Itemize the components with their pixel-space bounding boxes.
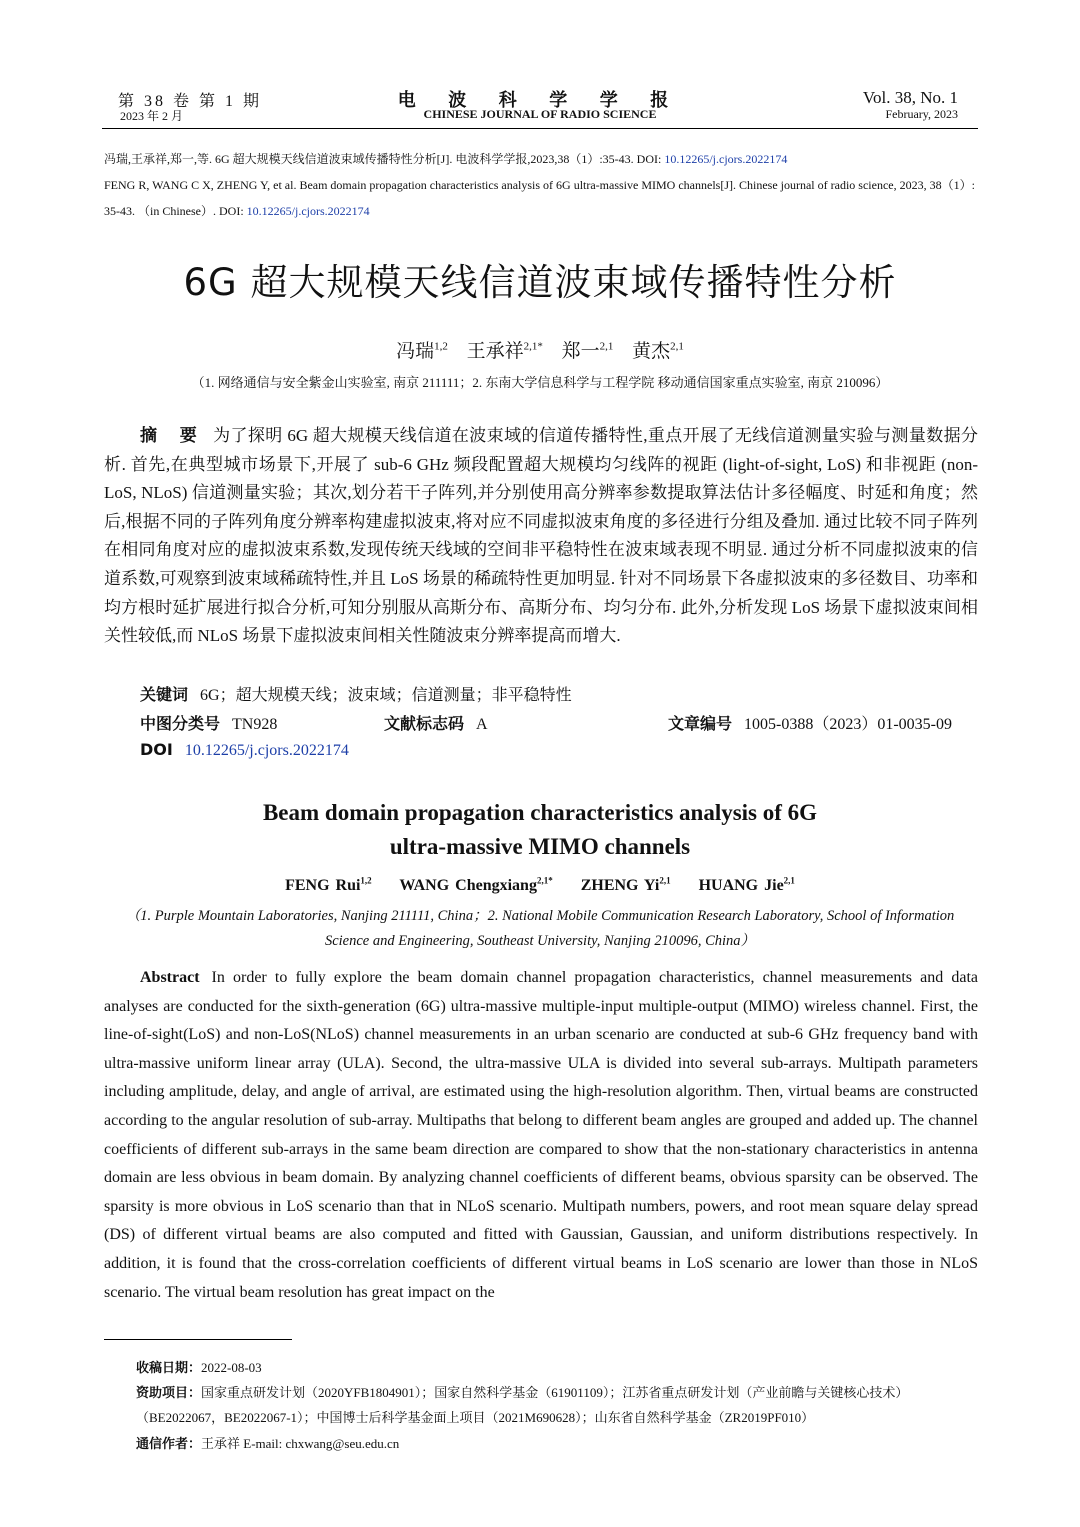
paper-title-cn: 6G 超大规模天线信道波束域传播特性分析	[183, 261, 897, 304]
citation-en-doi-link[interactable]: 10.12265/j.cjors.2022174	[246, 204, 370, 218]
affiliation-en: （1. Purple Mountain Laboratories, Nanjing 211111, China；2. National Mobile Communication Research Laboratory, School of Information Science and Engineering, Southeast University, Nanjing 210096, China）	[125, 908, 955, 949]
paper-title-en	[160, 796, 920, 864]
funding-value: 国家重点研发计划（2020YFB1804901）；国家自然科学基金（61901109）；江苏省重点研发计划（产业前瞻与关键核心技术）（BE2022067，BE2022067-1）；中国博士后科学基金面上项目（2021M690628）；山东省自然科学基金（ZR2019PF010）	[136, 1385, 909, 1425]
paper-title-en-line2: ultra-massive MIMO channels	[389, 834, 691, 859]
author-en: WANG Chengxiang$^{2,1*}$	[399, 876, 553, 895]
corresponding-value: 王承祥 E-mail: chxwang@seu.edu.cn	[201, 1436, 400, 1451]
classification-row	[140, 711, 980, 734]
header-volume-cn: 第 38 卷 第 1 期	[118, 93, 263, 110]
author-en: HUANG Jie$^{2,1}$	[698, 876, 795, 895]
clc-label: 中图分类号	[140, 714, 221, 733]
received-value: 2022-08-03	[201, 1360, 262, 1375]
header-journal-en: CHINESE JOURNAL OF RADIO SCIENCE	[423, 107, 657, 121]
keywords-label: 关键词	[140, 685, 189, 704]
citation-cn-text: 冯瑞,王承祥,郑一,等. 6G 超大规模天线信道波束域传播特性分析[J]. 电波科学学报,2023,38（1）:35-43. DOI:	[104, 152, 665, 166]
doc-code-value: A	[476, 716, 488, 733]
abstract-en-label: Abstract	[140, 969, 200, 986]
abstract-en	[104, 964, 978, 1307]
footnote-rule	[104, 1339, 292, 1340]
author-en: FENG Rui$^{1,2}$	[285, 876, 372, 895]
received-label: 收稿日期：	[136, 1361, 202, 1376]
author-cn: 王承祥$^{2,1*}$	[466, 340, 543, 362]
author-cn: 郑一$^{2,1}$	[561, 340, 614, 362]
abstract-cn-label: 摘 要	[140, 426, 206, 446]
author-cn: 冯瑞$^{1,2}$	[396, 340, 448, 362]
doc-code	[384, 711, 488, 734]
header-date-en: February, 2023	[885, 107, 958, 121]
abstract-cn	[104, 422, 978, 651]
citation-cn-doi-link[interactable]: 10.12265/j.cjors.2022174	[664, 152, 788, 166]
author-en: ZHENG Yi$^{2,1}$	[580, 876, 671, 895]
doc-code-label: 文献标志码	[384, 714, 465, 733]
affiliation-cn: （1. 网络通信与安全紫金山实验室, 南京 211111；2. 东南大学信息科学与工程学院 移动通信国家重点实验室, 南京 210096）	[191, 375, 889, 390]
paper-title-en-line1: Beam domain propagation characteristics analysis of 6G	[262, 800, 818, 825]
abstract-en-text: In order to fully explore the beam domain channel propagation characteristics, channel measurements and data analyses are conducted for the sixth-generation (6G) ultra-massive multiple-input multiple-output (MIMO) wireless channel. First, the line-of-sight(LoS) and non-LoS(NLoS) channel measurements in an urban scenario are conducted at sub-6 GHz frequency band with ultra-massive uniform linear array (ULA). Second, the ultra-massive ULA is divided into several sub-arrays. Multipath parameters including amplitude, delay, and angle of arrival, are estimated using the high-resolution algorithm. Then, virtual beams are constructed according to the angular resolution of sub-array. Multipaths that belong to different beam angles are grouped and added up. The channel coefficients of different sub-arrays in the same beam direction are compared to show that the non-stationary characteristics in antenna domain are less obvious in beam domain. By analyzing channel coefficients of different beams, obvious sparsity can be observed. The sparsity is more obvious in LoS scenario than that in NLoS scenario. Multipath numbers, powers, and root mean square delay spread (DS) of different virtual beams are also computed and fitted with Gaussian, Gaussian, and uniform distributions respectively. In addition, it is found that the cross-correlation coefficients of different virtual beams in LoS scenario are lower than those in NLoS scenario. The virtual beam resolution has great impact on the	[104, 969, 978, 1301]
doi-link[interactable]: 10.12265/j.cjors.2022174	[184, 742, 349, 759]
abstract-cn-text: 为了探明 6G 超大规模天线信道在波束域的信道传播特性,重点开展了无线信道测量实验与测量数据分析. 首先,在典型城市场景下,开展了 sub-6 GHz 频段配置超大规模均匀线阵的视距 (light-of-sight, LoS) 和非视距 (non-LoS, NLoS) 信道测量实验；其次,划分若干子阵列,并分别使用高分辨率参数提取算法估计多径幅度、时延和角度；然后,根据不同的子阵列角度分辨率构建虚拟波束,将对应不同虚拟波束角度的多径进行分组及叠加. 通过比较不同子阵列在相同角度对应的虚拟波束系数,发现传统天线域的空间非平稳特性在波束域表现不明显. 通过分析不同虚拟波束的信道系数,可观察到波束域稀疏特性,并且 LoS 场景的稀疏特性更加明显. 针对不同场景下各虚拟波束的多径数目、功率和均方根时延扩展进行拟合分析,可知分别服从高斯分布、高斯分布、均匀分布. 此外,分析发现 LoS 场景下虚拟波束间相关性较低,而 NLoS 场景下虚拟波束间相关性随波束分辨率提高而增大.	[104, 426, 978, 646]
doi-row	[140, 740, 980, 760]
authors-en	[60, 876, 1020, 895]
citation-cn	[104, 146, 978, 172]
footnote-corresponding	[136, 1432, 978, 1457]
authors-cn	[60, 336, 1020, 363]
header-journal-cn: 电 波 科 学 学 报	[397, 90, 683, 110]
clc-value: TN928	[232, 716, 278, 733]
header-volume-en: Vol. 38, No. 1	[862, 88, 958, 107]
footnote-received	[136, 1356, 978, 1381]
citation-en-text: FENG R, WANG C X, ZHENG Y, et al. Beam domain propagation characteristics analysis of 6G ultra-massive MIMO channels[J]. Chinese journal of radio science, 2023, 38（1）: 35-43. （in Chinese）. DOI:	[104, 178, 975, 218]
header-rule	[102, 128, 978, 129]
article-number-label: 文章编号	[668, 714, 733, 733]
funding-label: 资助项目：	[136, 1386, 202, 1401]
article-number	[668, 711, 952, 734]
article-number-value: 1005-0388（2023）01-0035-09	[744, 716, 953, 733]
footnote-funding	[136, 1381, 978, 1430]
doi-label: DOI	[140, 740, 173, 759]
corresponding-label: 通信作者：	[136, 1437, 202, 1452]
header-date-cn: 2023 年 2 月	[120, 109, 184, 123]
keywords-text: 6G；超大规模天线；波束域；信道测量；非平稳特性	[200, 687, 572, 704]
keywords-cn	[140, 682, 980, 705]
citation-en	[104, 172, 978, 224]
author-cn: 黄杰$^{2,1}$	[632, 340, 684, 362]
